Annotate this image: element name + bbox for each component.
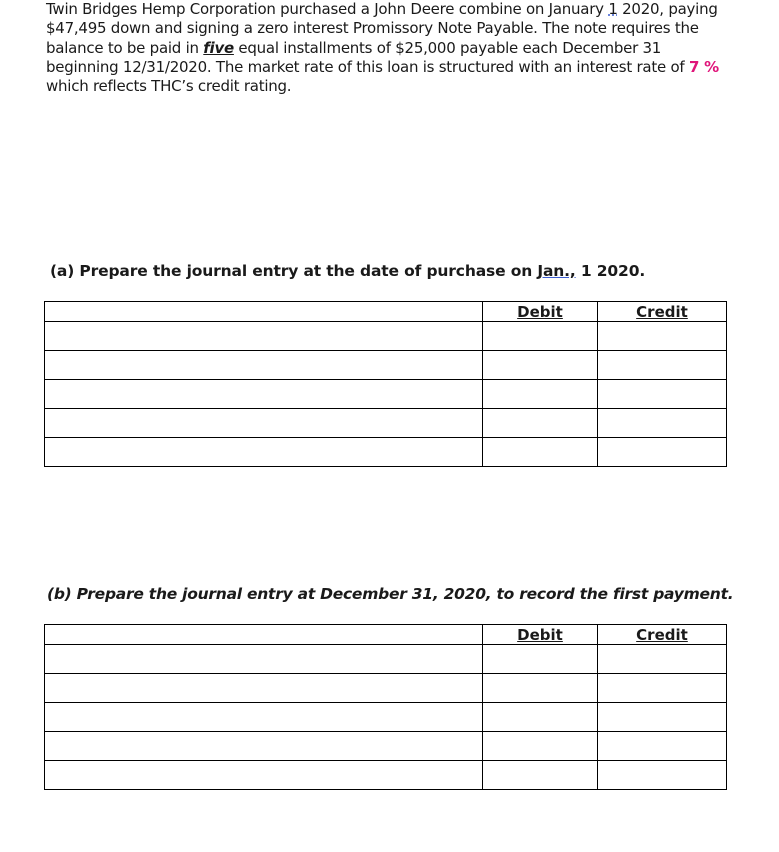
- credit-cell[interactable]: [598, 351, 727, 380]
- problem-text-3: equal installments of $25,000 payable each December 31 beginning 12/31/2020. The market rate of this loan is structured with an interest rate of: [46, 38, 689, 76]
- problem-text-4: which reflects THC’s credit rating.: [46, 77, 292, 96]
- part-a-heading-suffix: 1 2020.: [575, 262, 646, 280]
- problem-day: 1: [608, 0, 618, 18]
- account-cell[interactable]: [45, 351, 483, 380]
- five-emphasis: five: [203, 38, 234, 57]
- debit-cell[interactable]: [483, 409, 598, 438]
- part-a-heading-date: Jan.,: [537, 262, 576, 280]
- credit-cell[interactable]: [598, 409, 727, 438]
- debit-cell[interactable]: [483, 380, 598, 409]
- debit-cell[interactable]: [483, 645, 598, 674]
- table-row: [45, 409, 727, 438]
- account-cell[interactable]: [45, 732, 483, 761]
- debit-cell[interactable]: [483, 438, 598, 467]
- table-row: [45, 645, 727, 674]
- table-row: [45, 674, 727, 703]
- credit-cell[interactable]: [598, 322, 727, 351]
- debit-cell[interactable]: [483, 674, 598, 703]
- credit-cell[interactable]: [598, 438, 727, 467]
- account-header-cell: [45, 302, 483, 322]
- credit-header-label: Credit: [636, 302, 688, 321]
- debit-header: [483, 625, 598, 645]
- account-cell[interactable]: [45, 761, 483, 790]
- credit-cell[interactable]: [598, 761, 727, 790]
- account-header-cell: [45, 625, 483, 645]
- credit-cell[interactable]: [598, 380, 727, 409]
- problem-text-1: Twin Bridges Hemp Corporation purchased a John Deere combine on January: [46, 0, 609, 18]
- credit-cell[interactable]: [598, 703, 727, 732]
- credit-cell[interactable]: [598, 674, 727, 703]
- debit-header-label: Debit: [517, 625, 563, 644]
- table-header-row: [45, 625, 727, 645]
- part-a-heading-prefix: (a) Prepare the journal entry at the date of purchase on: [50, 262, 538, 280]
- account-cell[interactable]: [45, 409, 483, 438]
- table-header-row: [45, 302, 727, 322]
- debit-header-label: Debit: [517, 302, 563, 321]
- table-row: [45, 351, 727, 380]
- account-cell[interactable]: [45, 438, 483, 467]
- interest-rate: 7 %: [688, 57, 719, 76]
- debit-cell[interactable]: [483, 703, 598, 732]
- account-cell[interactable]: [45, 645, 483, 674]
- problem-statement: [46, 0, 736, 96]
- credit-header-label: Credit: [636, 625, 688, 644]
- account-cell[interactable]: [45, 380, 483, 409]
- account-cell[interactable]: [45, 322, 483, 351]
- table-row: [45, 732, 727, 761]
- account-cell[interactable]: [45, 703, 483, 732]
- part-a-heading: [50, 262, 645, 280]
- credit-cell[interactable]: [598, 645, 727, 674]
- debit-cell[interactable]: [483, 351, 598, 380]
- debit-cell[interactable]: [483, 761, 598, 790]
- table-row: [45, 380, 727, 409]
- credit-header: [598, 625, 727, 645]
- journal-table-a: [44, 301, 727, 467]
- journal-table-b: [44, 624, 727, 790]
- table-row: [45, 438, 727, 467]
- table-row: [45, 322, 727, 351]
- credit-cell[interactable]: [598, 732, 727, 761]
- part-b-heading: (b) Prepare the journal entry at December 31, 2020, to record the first payment.: [47, 585, 734, 603]
- table-row: [45, 703, 727, 732]
- problem-text-2: 2020, paying $47,495 down and signing a zero interest Promissory Note Payable. The note requires the balance to be paid in: [46, 0, 718, 57]
- table-row: [45, 761, 727, 790]
- debit-header: [483, 302, 598, 322]
- debit-cell[interactable]: [483, 322, 598, 351]
- account-cell[interactable]: [45, 674, 483, 703]
- debit-cell[interactable]: [483, 732, 598, 761]
- credit-header: [598, 302, 727, 322]
